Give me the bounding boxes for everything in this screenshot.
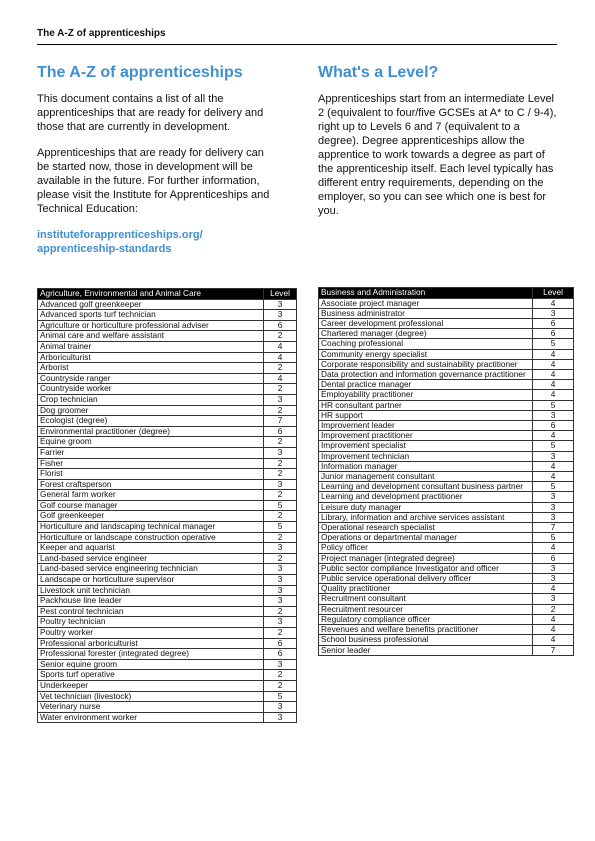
apprenticeship-name: Operations or departmental manager — [319, 533, 533, 543]
apprenticeship-level: 4 — [264, 373, 297, 384]
table-row — [38, 575, 297, 586]
apprenticeship-name: Poultry technician — [38, 617, 264, 628]
apprenticeship-name: Ecologist (degree) — [38, 416, 264, 427]
apprenticeship-name: Regulatory compliance officer — [319, 614, 533, 624]
table-row — [319, 298, 574, 308]
table-row — [38, 649, 297, 660]
apprenticeship-level: 2 — [264, 606, 297, 617]
business-table-body — [319, 298, 574, 655]
apprenticeship-name: Chartered manager (degree) — [319, 329, 533, 339]
apprenticeship-level: 6 — [533, 319, 574, 329]
apprenticeship-name: Forest craftsperson — [38, 479, 264, 490]
apprenticeship-name: Operational research specialist — [319, 523, 533, 533]
apprenticeship-name: Business administrator — [319, 308, 533, 318]
apprenticeship-level: 2 — [264, 437, 297, 448]
apprenticeship-level: 2 — [264, 670, 297, 681]
apprenticeship-level: 5 — [533, 339, 574, 349]
apprenticeship-name: Farrier — [38, 447, 264, 458]
table-row — [319, 349, 574, 359]
apprenticeship-name: Recruitment consultant — [319, 594, 533, 604]
apprenticeship-name: Advanced golf greenkeeper — [38, 299, 264, 310]
table-row — [319, 421, 574, 431]
table-row — [38, 479, 297, 490]
apprenticeship-level: 4 — [533, 461, 574, 471]
apprenticeship-level: 6 — [533, 553, 574, 563]
apprenticeship-name: HR support — [319, 410, 533, 420]
apprenticeship-level: 4 — [533, 543, 574, 553]
intro-paragraph-1: This document contains a list of all the apprenticeships that are ready for delivery and those that are currently in development. — [37, 93, 264, 133]
apprenticeship-level: 3 — [533, 492, 574, 502]
apprenticeship-name: Learning and development practitioner — [319, 492, 533, 502]
apprenticeship-name: Environmental practitioner (degree) — [38, 426, 264, 437]
table-row — [38, 320, 297, 331]
apprenticeship-level: 4 — [533, 349, 574, 359]
apprenticeship-level: 2 — [264, 532, 297, 543]
apprenticeship-name: Dog groomer — [38, 405, 264, 416]
apprenticeship-level: 3 — [264, 712, 297, 723]
apprenticeship-name: Sports turf operative — [38, 670, 264, 681]
table-row — [319, 472, 574, 482]
apprenticeship-level: 2 — [264, 628, 297, 639]
apprenticeship-name: Revenues and welfare benefits practitioner — [319, 625, 533, 635]
apprenticeship-name: Policy officer — [319, 543, 533, 553]
table-row — [38, 606, 297, 617]
apprenticeship-level: 3 — [533, 308, 574, 318]
apprenticeship-name: Public service operational delivery officer — [319, 574, 533, 584]
apprenticeship-level: 3 — [264, 299, 297, 310]
table-row — [319, 625, 574, 635]
agriculture-table — [37, 288, 297, 723]
apprenticeship-name: Arboriculturist — [38, 352, 264, 363]
apprenticeship-name: HR consultant partner — [319, 400, 533, 410]
apprenticeship-level: 5 — [533, 533, 574, 543]
table-row — [38, 331, 297, 342]
intro-paragraph-2: Apprenticeships that are ready for delivery can be started now, those in development will be available in the future. For further information, please visit the Institute for Apprenticeships and Technical Education: — [37, 147, 270, 215]
apprenticeship-name: Dental practice manager — [319, 380, 533, 390]
table-row — [38, 564, 297, 575]
apprenticeship-name: Employability practitioner — [319, 390, 533, 400]
apprenticeship-name: Golf course manager — [38, 500, 264, 511]
apprenticeship-level: 5 — [533, 400, 574, 410]
table-row — [319, 523, 574, 533]
apprenticeship-name: Water environment worker — [38, 712, 264, 723]
apprenticeship-name: General farm worker — [38, 490, 264, 501]
apprenticeship-level: 4 — [533, 431, 574, 441]
institute-link[interactable] — [37, 228, 279, 256]
apprenticeship-level: 6 — [264, 426, 297, 437]
apprenticeship-level: 7 — [264, 416, 297, 427]
table-row — [319, 563, 574, 573]
apprenticeship-name: Equine groom — [38, 437, 264, 448]
apprenticeship-name: Golf greenkeeper — [38, 511, 264, 522]
table-row — [319, 319, 574, 329]
apprenticeship-level: 3 — [264, 543, 297, 554]
apprenticeship-name: Horticulture and landscaping technical manager — [38, 522, 264, 533]
apprenticeship-name: Professional forester (integrated degree) — [38, 649, 264, 660]
apprenticeship-name: Improvement leader — [319, 421, 533, 431]
table-row — [38, 426, 297, 437]
apprenticeship-level: 4 — [533, 614, 574, 624]
business-table — [318, 287, 574, 656]
apprenticeship-name: Recruitment resourcer — [319, 604, 533, 614]
apprenticeship-name: Veterinary nurse — [38, 702, 264, 713]
table-row — [319, 359, 574, 369]
apprenticeship-level: 3 — [264, 575, 297, 586]
apprenticeship-level: 3 — [533, 574, 574, 584]
apprenticeship-name: Learning and development consultant business partner — [319, 482, 533, 492]
table-row — [319, 502, 574, 512]
apprenticeship-name: Countryside worker — [38, 384, 264, 395]
apprenticeship-level: 3 — [264, 702, 297, 713]
institute-link-line-1: instituteforapprenticeships.org/ — [37, 229, 203, 241]
apprenticeship-level: 3 — [264, 564, 297, 575]
apprenticeship-level: 2 — [533, 604, 574, 614]
table-row — [319, 370, 574, 380]
table-row — [38, 384, 297, 395]
apprenticeship-name: School business professional — [319, 635, 533, 645]
apprenticeship-level: 5 — [264, 691, 297, 702]
apprenticeship-name: Quality practitioner — [319, 584, 533, 594]
table-row — [319, 329, 574, 339]
table-row — [38, 500, 297, 511]
apprenticeship-name: Land-based service engineering technician — [38, 564, 264, 575]
apprenticeship-name: Advanced sports turf technician — [38, 310, 264, 321]
apprenticeship-level: 4 — [264, 341, 297, 352]
apprenticeship-name: Land-based service engineer — [38, 553, 264, 564]
apprenticeship-level: 4 — [533, 584, 574, 594]
apprenticeship-level: 2 — [264, 553, 297, 564]
table-row — [38, 447, 297, 458]
level-info-paragraph: Apprenticeships start from an intermediate Level 2 (equivalent to four/five GCSEs at A* to C / 9-4), right up to Levels 6 and 7 (equivalent to a degree). Degree apprenticeships allow the apprentice to work towards a degree as part of the apprenticeship itself. Each level typically has different entry requirements, depending on the employer, so you can see which one is best for you. — [318, 93, 557, 217]
apprenticeship-name: Senior equine groom — [38, 659, 264, 670]
apprenticeship-name: Fisher — [38, 458, 264, 469]
apprenticeship-name: Landscape or horticulture supervisor — [38, 575, 264, 586]
table-row — [38, 659, 297, 670]
table-row — [38, 553, 297, 564]
table-row — [38, 628, 297, 639]
apprenticeship-name: Community energy specialist — [319, 349, 533, 359]
apprenticeship-level: 4 — [533, 370, 574, 380]
apprenticeship-name: Data protection and information governance practitioner — [319, 370, 533, 380]
table-row — [38, 680, 297, 691]
table-row — [38, 394, 297, 405]
apprenticeship-name: Pest control technician — [38, 606, 264, 617]
apprenticeship-level: 6 — [264, 320, 297, 331]
table-row — [319, 410, 574, 420]
apprenticeship-name: Junior management consultant — [319, 472, 533, 482]
table-row — [319, 441, 574, 451]
table-row — [38, 670, 297, 681]
apprenticeship-level: 6 — [533, 329, 574, 339]
apprenticeship-level: 6 — [264, 649, 297, 660]
table-row — [319, 461, 574, 471]
apprenticeship-name: Professional arboriculturist — [38, 638, 264, 649]
apprenticeship-level: 2 — [264, 680, 297, 691]
apprenticeship-level: 3 — [264, 596, 297, 607]
table-row — [319, 339, 574, 349]
apprenticeship-name: Public sector compliance Investigator and officer — [319, 563, 533, 573]
table-row — [38, 469, 297, 480]
table-row — [319, 482, 574, 492]
apprenticeship-name: Improvement practitioner — [319, 431, 533, 441]
table-row — [38, 543, 297, 554]
apprenticeship-level: 3 — [264, 659, 297, 670]
page-header-title: The A-Z of apprenticeships — [37, 28, 166, 39]
agriculture-table-header: Agriculture, Environmental and Animal Care — [38, 289, 264, 300]
table-row — [38, 511, 297, 522]
table-row — [319, 400, 574, 410]
apprenticeship-level: 4 — [533, 625, 574, 635]
table-row — [38, 532, 297, 543]
table-row — [38, 373, 297, 384]
apprenticeship-level: 3 — [533, 594, 574, 604]
apprenticeship-level: 3 — [264, 479, 297, 490]
apprenticeship-name: Keeper and aquarist — [38, 543, 264, 554]
apprenticeship-name: Animal care and welfare assistant — [38, 331, 264, 342]
apprenticeship-level: 3 — [533, 563, 574, 573]
apprenticeship-name: Arborist — [38, 363, 264, 374]
apprenticeship-name: Underkeeper — [38, 680, 264, 691]
apprenticeship-level: 2 — [264, 405, 297, 416]
agriculture-level-header: Level — [264, 289, 297, 300]
apprenticeship-level: 4 — [533, 635, 574, 645]
apprenticeship-level: 3 — [264, 394, 297, 405]
table-row — [319, 604, 574, 614]
table-row — [38, 405, 297, 416]
agriculture-table-body — [38, 299, 297, 723]
apprenticeship-level: 2 — [264, 384, 297, 395]
apprenticeship-level: 2 — [264, 458, 297, 469]
table-row — [38, 352, 297, 363]
apprenticeship-name: Leisure duty manager — [319, 502, 533, 512]
apprenticeship-name: Florist — [38, 469, 264, 480]
apprenticeship-name: Livestock unit technician — [38, 585, 264, 596]
table-row — [319, 431, 574, 441]
apprenticeship-name: Project manager (integrated degree) — [319, 553, 533, 563]
apprenticeship-level: 2 — [264, 331, 297, 342]
apprenticeship-name: Packhouse line leader — [38, 596, 264, 607]
table-row — [319, 451, 574, 461]
apprenticeship-level: 3 — [533, 502, 574, 512]
business-table-header: Business and Administration — [319, 288, 533, 299]
apprenticeship-level: 5 — [264, 500, 297, 511]
table-row — [319, 635, 574, 645]
apprenticeship-level: 4 — [533, 359, 574, 369]
table-row — [319, 614, 574, 624]
table-row — [38, 363, 297, 374]
apprenticeship-level: 4 — [533, 390, 574, 400]
table-row — [38, 522, 297, 533]
table-row — [38, 585, 297, 596]
table-row — [319, 380, 574, 390]
apprenticeship-level: 5 — [533, 441, 574, 451]
table-row — [319, 512, 574, 522]
institute-link-line-2: apprenticeship-standards — [37, 243, 172, 255]
apprenticeship-level: 3 — [533, 410, 574, 420]
apprenticeship-name: Poultry worker — [38, 628, 264, 639]
header-divider — [37, 44, 557, 45]
apprenticeship-name: Senior leader — [319, 645, 533, 655]
apprenticeship-name: Improvement specialist — [319, 441, 533, 451]
apprenticeship-name: Coaching professional — [319, 339, 533, 349]
business-table-header-row — [319, 288, 574, 299]
table-row — [38, 702, 297, 713]
agriculture-table-header-row — [38, 289, 297, 300]
table-row — [38, 712, 297, 723]
table-row — [38, 310, 297, 321]
apprenticeship-level: 3 — [533, 512, 574, 522]
apprenticeship-name: Animal trainer — [38, 341, 264, 352]
apprenticeship-name: Agriculture or horticulture professional adviser — [38, 320, 264, 331]
table-row — [319, 594, 574, 604]
apprenticeship-name: Library, information and archive services assistant — [319, 512, 533, 522]
table-row — [38, 416, 297, 427]
apprenticeship-name: Vet technician (livestock) — [38, 691, 264, 702]
level-info-heading: What's a Level? — [318, 64, 439, 81]
apprenticeship-level: 3 — [264, 585, 297, 596]
table-row — [38, 490, 297, 501]
table-row — [38, 617, 297, 628]
apprenticeship-level: 3 — [264, 617, 297, 628]
apprenticeship-name: Countryside ranger — [38, 373, 264, 384]
apprenticeship-level: 2 — [264, 469, 297, 480]
apprenticeship-level: 7 — [533, 523, 574, 533]
table-row — [319, 553, 574, 563]
apprenticeship-name: Associate project manager — [319, 298, 533, 308]
apprenticeship-level: 2 — [264, 511, 297, 522]
level-info-section — [318, 64, 560, 230]
apprenticeship-name: Corporate responsibility and sustainability practitioner — [319, 359, 533, 369]
table-row — [38, 596, 297, 607]
apprenticeship-level: 6 — [264, 638, 297, 649]
apprenticeship-level: 4 — [533, 380, 574, 390]
table-row — [319, 543, 574, 553]
table-row — [38, 299, 297, 310]
apprenticeship-name: Crop technician — [38, 394, 264, 405]
apprenticeship-level: 2 — [264, 363, 297, 374]
intro-heading: The A-Z of apprenticeships — [37, 64, 243, 81]
apprenticeship-level: 4 — [533, 298, 574, 308]
table-row — [319, 390, 574, 400]
table-row — [319, 645, 574, 655]
table-row — [319, 492, 574, 502]
apprenticeship-level: 7 — [533, 645, 574, 655]
intro-section — [37, 64, 279, 256]
apprenticeship-name: Career development professional — [319, 319, 533, 329]
apprenticeship-level: 5 — [264, 522, 297, 533]
apprenticeship-level: 5 — [533, 482, 574, 492]
table-row — [319, 584, 574, 594]
table-row — [319, 574, 574, 584]
apprenticeship-level: 4 — [533, 472, 574, 482]
apprenticeship-name: Horticulture or landscape construction operative — [38, 532, 264, 543]
apprenticeship-level: 6 — [533, 421, 574, 431]
apprenticeship-level: 3 — [533, 451, 574, 461]
apprenticeship-level: 3 — [264, 447, 297, 458]
table-row — [319, 308, 574, 318]
apprenticeship-name: Improvement technician — [319, 451, 533, 461]
table-row — [38, 437, 297, 448]
table-row — [38, 458, 297, 469]
apprenticeship-name: Information manager — [319, 461, 533, 471]
table-row — [38, 691, 297, 702]
business-level-header: Level — [533, 288, 574, 299]
table-row — [319, 533, 574, 543]
apprenticeship-level: 4 — [264, 352, 297, 363]
apprenticeship-level: 3 — [264, 310, 297, 321]
apprenticeship-level: 2 — [264, 490, 297, 501]
table-row — [38, 341, 297, 352]
table-row — [38, 638, 297, 649]
